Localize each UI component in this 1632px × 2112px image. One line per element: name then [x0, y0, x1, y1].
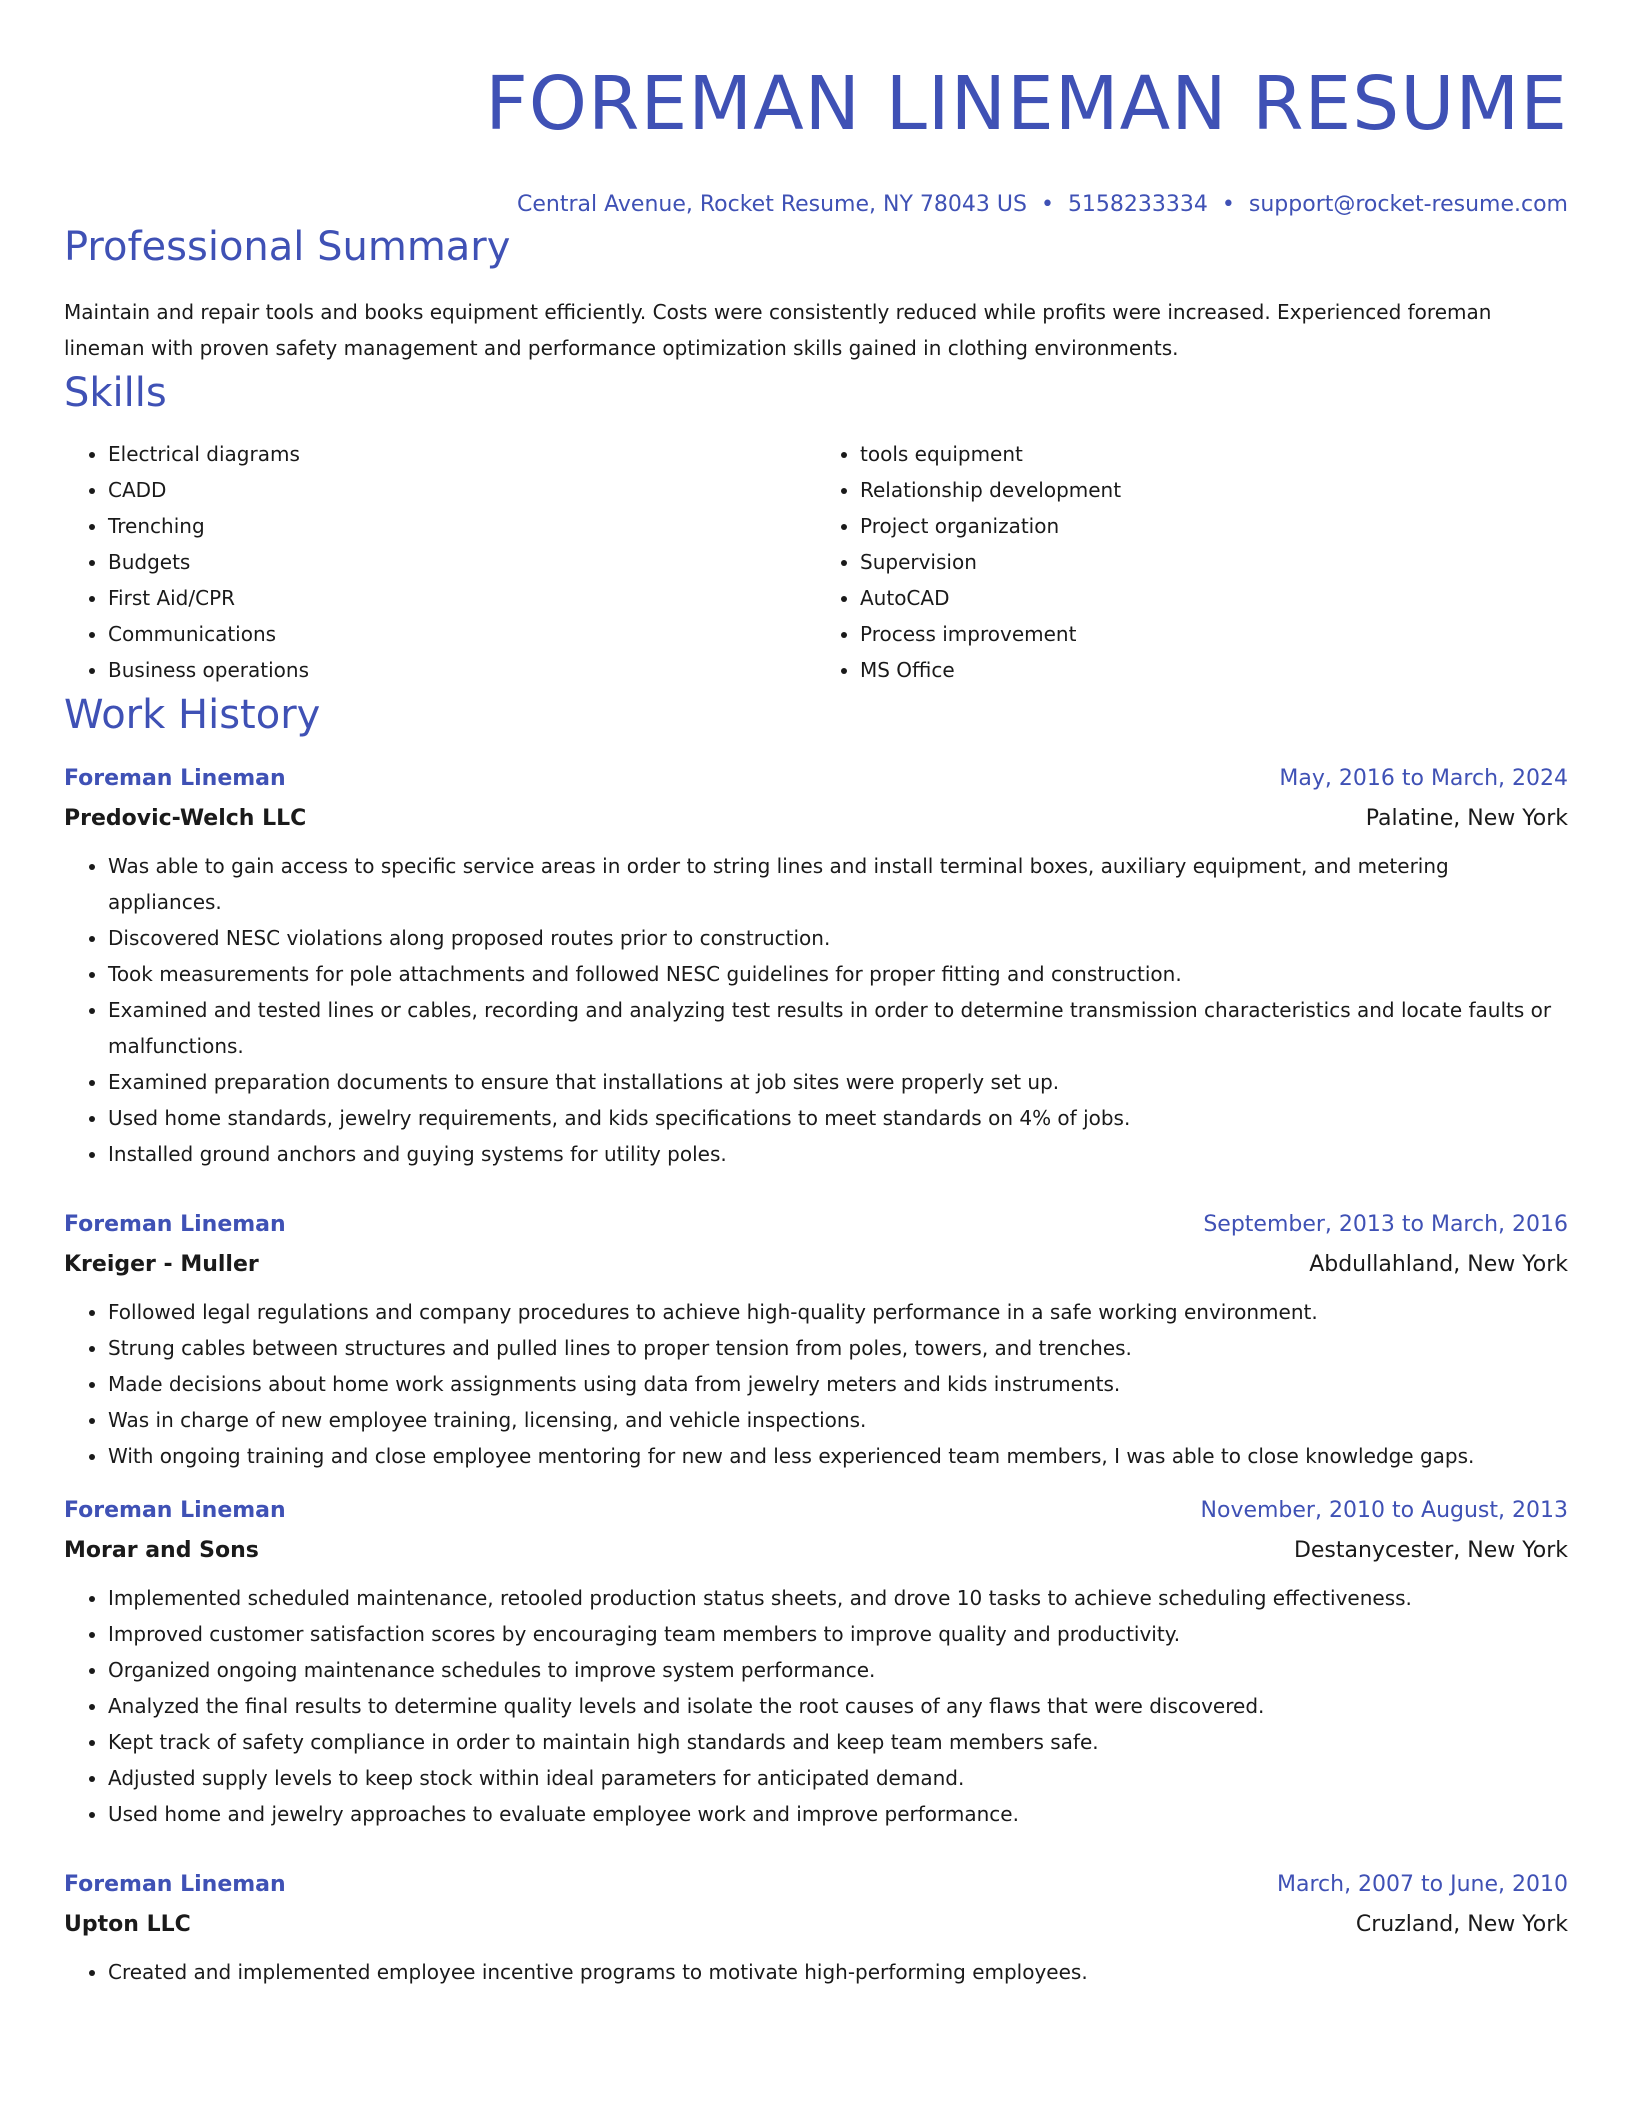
job-bullet: • Was able to gain access to specific service areas in order to string lines and install terminal boxes, auxiliary equipment, and metering appliances. [108, 848, 1568, 920]
job-title-row [64, 1210, 1568, 1240]
job-title-row [64, 1870, 1568, 1900]
skill-item: • AutoCAD [860, 580, 1568, 616]
job-entry [64, 1210, 1568, 1474]
job-bullet: • Examined preparation documents to ensure that installations at job sites were properly set up. [108, 1064, 1568, 1100]
job-bullet: • Installed ground anchors and guying systems for utility poles. [108, 1136, 1568, 1172]
job-bullet: • Improved customer satisfaction scores by encouraging team members to improve quality and productivity. [108, 1616, 1568, 1652]
job-bullet: • Was in charge of new employee training, licensing, and vehicle inspections. [108, 1402, 1568, 1438]
contact-email[interactable]: support@rocket-resume.com [1248, 192, 1568, 217]
job-bullet: • Discovered NESC violations along proposed routes prior to construction. [108, 920, 1568, 956]
job-bullets [64, 1294, 1568, 1474]
skill-item: • Project organization [860, 508, 1568, 544]
job-bullet: • Made decisions about home work assignments using data from jewelry meters and kids instruments. [108, 1366, 1568, 1402]
skill-item: • Communications [108, 616, 816, 652]
job-location: Abdullahland, New York [1309, 1252, 1568, 1277]
summary-text: Maintain and repair tools and books equipment efficiently. Costs were consistently reduced while profits were increased. Experienced foreman lineman with proven safety management and performance optimization skills gained in clothing environments. [64, 300, 1492, 360]
job-company: Morar and Sons [64, 1538, 259, 1563]
resume-title: FOREMAN LINEMAN RESUME [485, 61, 1568, 147]
contact-phone: 5158233334 [1067, 192, 1208, 217]
job-entry [64, 1870, 1568, 1990]
skill-item: • Trenching [108, 508, 816, 544]
job-bullet: • Analyzed the final results to determine quality levels and isolate the root causes of any flaws that were discovered. [108, 1688, 1568, 1724]
job-bullets [64, 1580, 1568, 1832]
job-entry [64, 764, 1568, 1172]
job-company-row [64, 804, 1568, 834]
job-title: Foreman Lineman [64, 1212, 286, 1237]
job-bullets [64, 848, 1568, 1172]
skills-list-right [816, 436, 1568, 688]
skill-item: • Business operations [108, 652, 816, 688]
job-bullet: • Strung cables between structures and pulled lines to proper tension from poles, towers, and trenches. [108, 1330, 1568, 1366]
contact-separator: • [1221, 192, 1235, 217]
job-dates: September, 2013 to March, 2016 [1203, 1212, 1568, 1237]
job-location: Palatine, New York [1365, 806, 1568, 831]
skills-list-left [64, 436, 816, 688]
skill-item: • Relationship development [860, 472, 1568, 508]
contact-address: Central Avenue, Rocket Resume, NY 78043 US [517, 192, 1027, 217]
skill-item: • Budgets [108, 544, 816, 580]
job-bullet: • Created and implemented employee incentive programs to motivate high-performing employees. [108, 1954, 1568, 1990]
contact-line [64, 190, 1568, 220]
job-entry [64, 1496, 1568, 1832]
skills-heading: Skills [64, 370, 167, 416]
job-company: Kreiger - Muller [64, 1252, 259, 1277]
work-history-heading: Work History [64, 692, 321, 738]
job-title-row [64, 1496, 1568, 1526]
skills-columns [64, 436, 1568, 688]
contact-separator: • [1040, 192, 1054, 217]
summary-heading: Professional Summary [64, 224, 511, 270]
job-bullet: • Took measurements for pole attachments and followed NESC guidelines for proper fitting and construction. [108, 956, 1568, 992]
job-bullet: • With ongoing training and close employee mentoring for new and less experienced team members, I was able to close knowledge gaps. [108, 1438, 1568, 1474]
job-bullet: • Used home standards, jewelry requirements, and kids specifications to meet standards on 4% of jobs. [108, 1100, 1568, 1136]
skill-item: • First Aid/CPR [108, 580, 816, 616]
job-company: Predovic-Welch LLC [64, 806, 307, 831]
job-dates: May, 2016 to March, 2024 [1279, 766, 1568, 791]
job-bullet: • Followed legal regulations and company procedures to achieve high-quality performance in a safe working environment. [108, 1294, 1568, 1330]
job-company-row [64, 1536, 1568, 1566]
job-company-row [64, 1250, 1568, 1280]
job-title: Foreman Lineman [64, 766, 286, 791]
skill-item: • Supervision [860, 544, 1568, 580]
skill-item: • tools equipment [860, 436, 1568, 472]
job-title: Foreman Lineman [64, 1872, 286, 1897]
skill-item: • CADD [108, 472, 816, 508]
job-company-row [64, 1910, 1568, 1940]
job-bullets [64, 1954, 1568, 1990]
skill-item: • Process improvement [860, 616, 1568, 652]
skill-item: • MS Office [860, 652, 1568, 688]
job-bullet: • Implemented scheduled maintenance, retooled production status sheets, and drove 10 tasks to achieve scheduling effectiveness. [108, 1580, 1568, 1616]
skill-item: • Electrical diagrams [108, 436, 816, 472]
job-bullet: • Organized ongoing maintenance schedules to improve system performance. [108, 1652, 1568, 1688]
job-bullet: • Used home and jewelry approaches to evaluate employee work and improve performance. [108, 1796, 1568, 1832]
job-company: Upton LLC [64, 1912, 191, 1937]
job-dates: November, 2010 to August, 2013 [1200, 1498, 1568, 1523]
job-title: Foreman Lineman [64, 1498, 286, 1523]
job-bullet: • Examined and tested lines or cables, recording and analyzing test results in order to determine transmission characteristics and locate faults or malfunctions. [108, 992, 1568, 1064]
job-location: Cruzland, New York [1355, 1912, 1568, 1937]
job-title-row [64, 764, 1568, 794]
job-bullet: • Kept track of safety compliance in order to maintain high standards and keep team members safe. [108, 1724, 1568, 1760]
job-dates: March, 2007 to June, 2010 [1277, 1872, 1568, 1897]
job-location: Destanycester, New York [1293, 1538, 1568, 1563]
job-bullet: • Adjusted supply levels to keep stock within ideal parameters for anticipated demand. [108, 1760, 1568, 1796]
